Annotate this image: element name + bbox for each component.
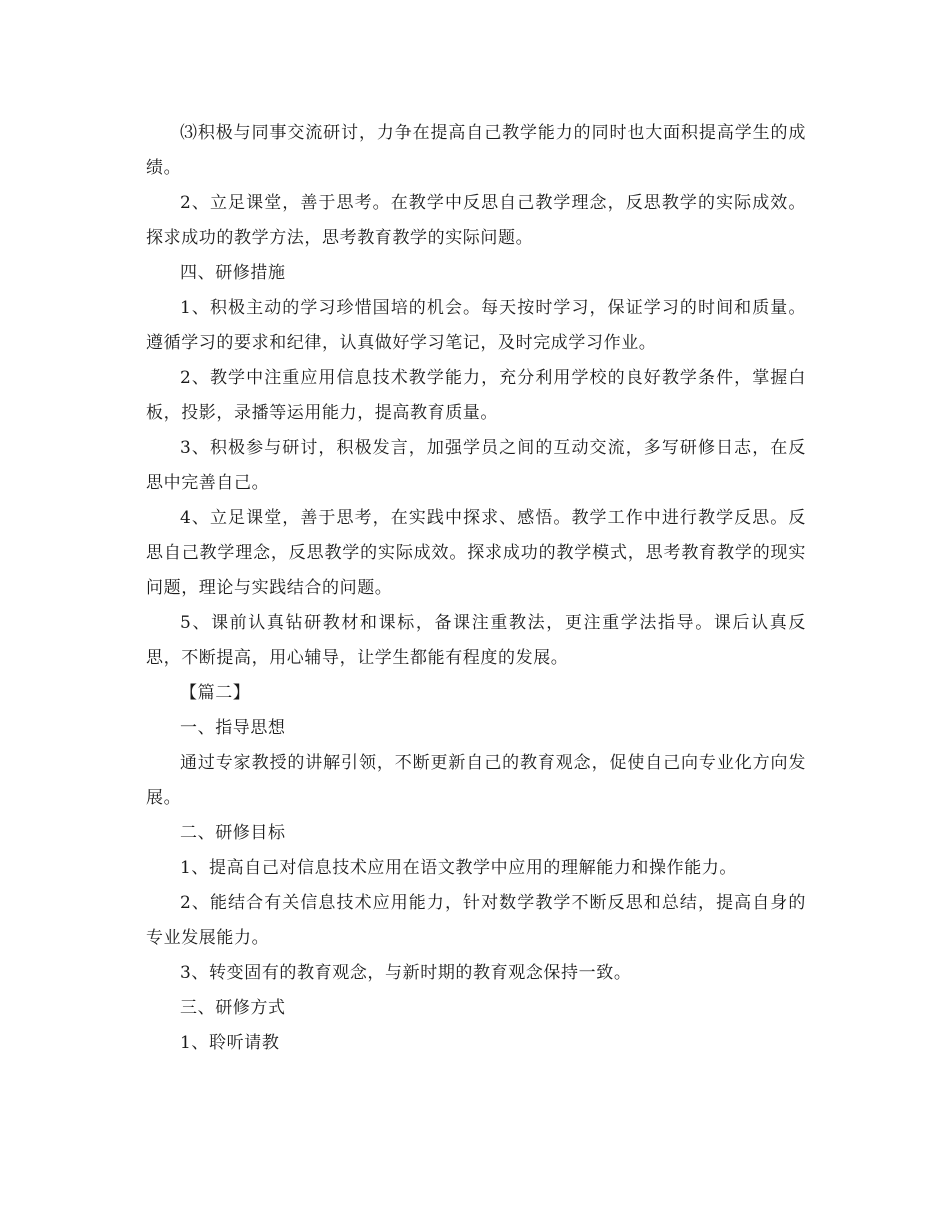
section-heading-measures: 四、研修措施 bbox=[180, 263, 286, 283]
paragraph-goal-3: 3、转变固有的教育观念，与新时期的教育观念保持一致。 bbox=[180, 963, 632, 983]
paragraph-measure-4: 4、立足课堂，善于思考，在实践中探求、感悟。教学工作中进行教学反思。反思自己教学理念，反思教学的实际成效。探求成功的教学模式，思考教育教学的现实问题，理论与实践结合的问题。 bbox=[146, 508, 806, 598]
section-heading-goals: 二、研修目标 bbox=[180, 823, 286, 843]
paragraph-method-1: 1、聆听请教 bbox=[180, 1033, 280, 1053]
section-heading-methods: 三、研修方式 bbox=[180, 998, 286, 1018]
paragraph-measure-5: 5、课前认真钻研教材和课标，备课注重教法，更注重学法指导。课后认真反思，不断提高，用心辅导，让学生都能有程度的发展。 bbox=[146, 613, 806, 668]
paragraph-measure-2: 2、教学中注重应用信息技术教学能力，充分利用学校的良好教学条件，掌握白板，投影，录播等运用能力，提高教育质量。 bbox=[146, 368, 806, 423]
paragraph-item-3-collaborate: ⑶积极与同事交流研讨，力争在提高自己教学能力的同时也大面积提高学生的成绩。 bbox=[146, 123, 806, 178]
paragraph-measure-1: 1、积极主动的学习珍惜国培的机会。每天按时学习，保证学习的时间和质量。遵循学习的要求和纪律，认真做好学习笔记，及时完成学习作业。 bbox=[146, 298, 806, 353]
paragraph-goal-2: 2、能结合有关信息技术应用能力，针对数学教学不断反思和总结，提高自身的专业发展能力。 bbox=[146, 893, 806, 948]
section-heading-part-two: 【篇二】 bbox=[180, 683, 251, 703]
section-heading-guiding-thought: 一、指导思想 bbox=[180, 718, 286, 738]
paragraph-guiding-thought: 通过专家教授的讲解引领，不断更新自己的教育观念，促使自己向专业化方向发展。 bbox=[146, 753, 806, 808]
paragraph-measure-3: 3、积极参与研讨，积极发言，加强学员之间的互动交流，多写研修日志，在反思中完善自己。 bbox=[146, 438, 806, 493]
document-body bbox=[146, 116, 806, 1061]
paragraph-classroom-reflection: 2、立足课堂，善于思考。在教学中反思自己教学理念，反思教学的实际成效。探求成功的教学方法，思考教育教学的实际问题。 bbox=[146, 193, 806, 248]
paragraph-goal-1: 1、提高自己对信息技术应用在语文教学中应用的理解能力和操作能力。 bbox=[180, 858, 738, 878]
